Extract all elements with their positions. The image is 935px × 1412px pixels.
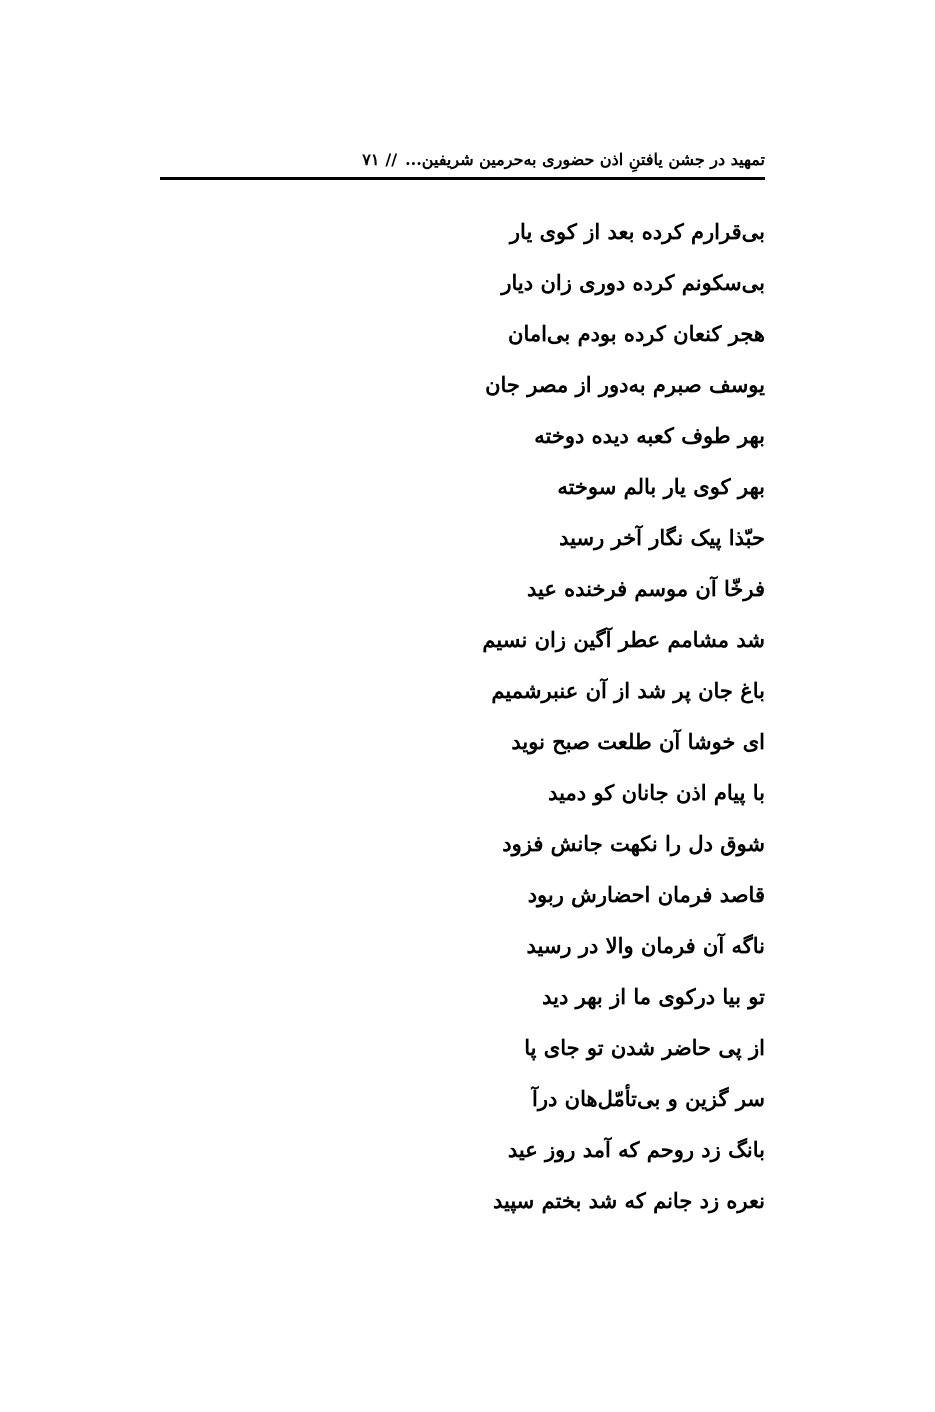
verse-line: ای خوشا آن طلعت صبح نوید [511,729,765,754]
verse-line: تو بیا درکوی ما از بهر دید [542,984,765,1009]
verse-line: باغ جان پر شد از آن عنبرشمیم [491,678,765,703]
verse-line: بهر کوی یار بالم سوخته [557,474,765,499]
verse-line: بهر طوف کعبه دیده دوخته [534,423,765,448]
poem [165,212,765,1232]
verse-line: هجر کنعان کرده بودم بی‌امان [508,321,765,346]
verse-line: نعره زد جانم که شد بختم سپید [492,1188,765,1213]
verse-line: بی‌سکونم کرده دوری زان دیار [501,270,765,295]
running-header [160,142,765,176]
verse-line: شوق دل را نکهت جانش فزود [502,831,765,856]
verse-line: فرخّا آن موسم فرخنده عید [526,576,765,601]
page-number: ۷۱ [362,149,380,169]
verse-line: قاصد فرمان احضارش ربود [527,882,765,907]
header-rule [160,177,765,180]
verse-line: سر گزین و بی‌تأمّل‌هان درآ [532,1086,765,1111]
verse-line: از پی حاضر شدن تو جای پا [524,1035,765,1060]
verse-line: یوسف صبرم به‌دور از مصر جان [485,372,765,397]
verse-line: با پیام اذن جانان کو دمید [548,780,765,805]
header-title: تمهید در جشن یافتنِ اذن حضوری به‌حرمین شریفین... [405,149,765,169]
verse-line: ناگه آن فرمان والا در رسید [526,933,765,958]
verse-line: بانگ زد روحم که آمد روز عید [507,1137,765,1162]
verse-line: شد مشامم عطر آگین زان نسیم [482,627,765,652]
verse-line: بی‌قرارم کرده بعد از کوی یار [509,219,765,244]
verse-line: حبّذا پیک نگار آخر رسید [559,525,765,550]
header-separator: // [385,149,398,169]
